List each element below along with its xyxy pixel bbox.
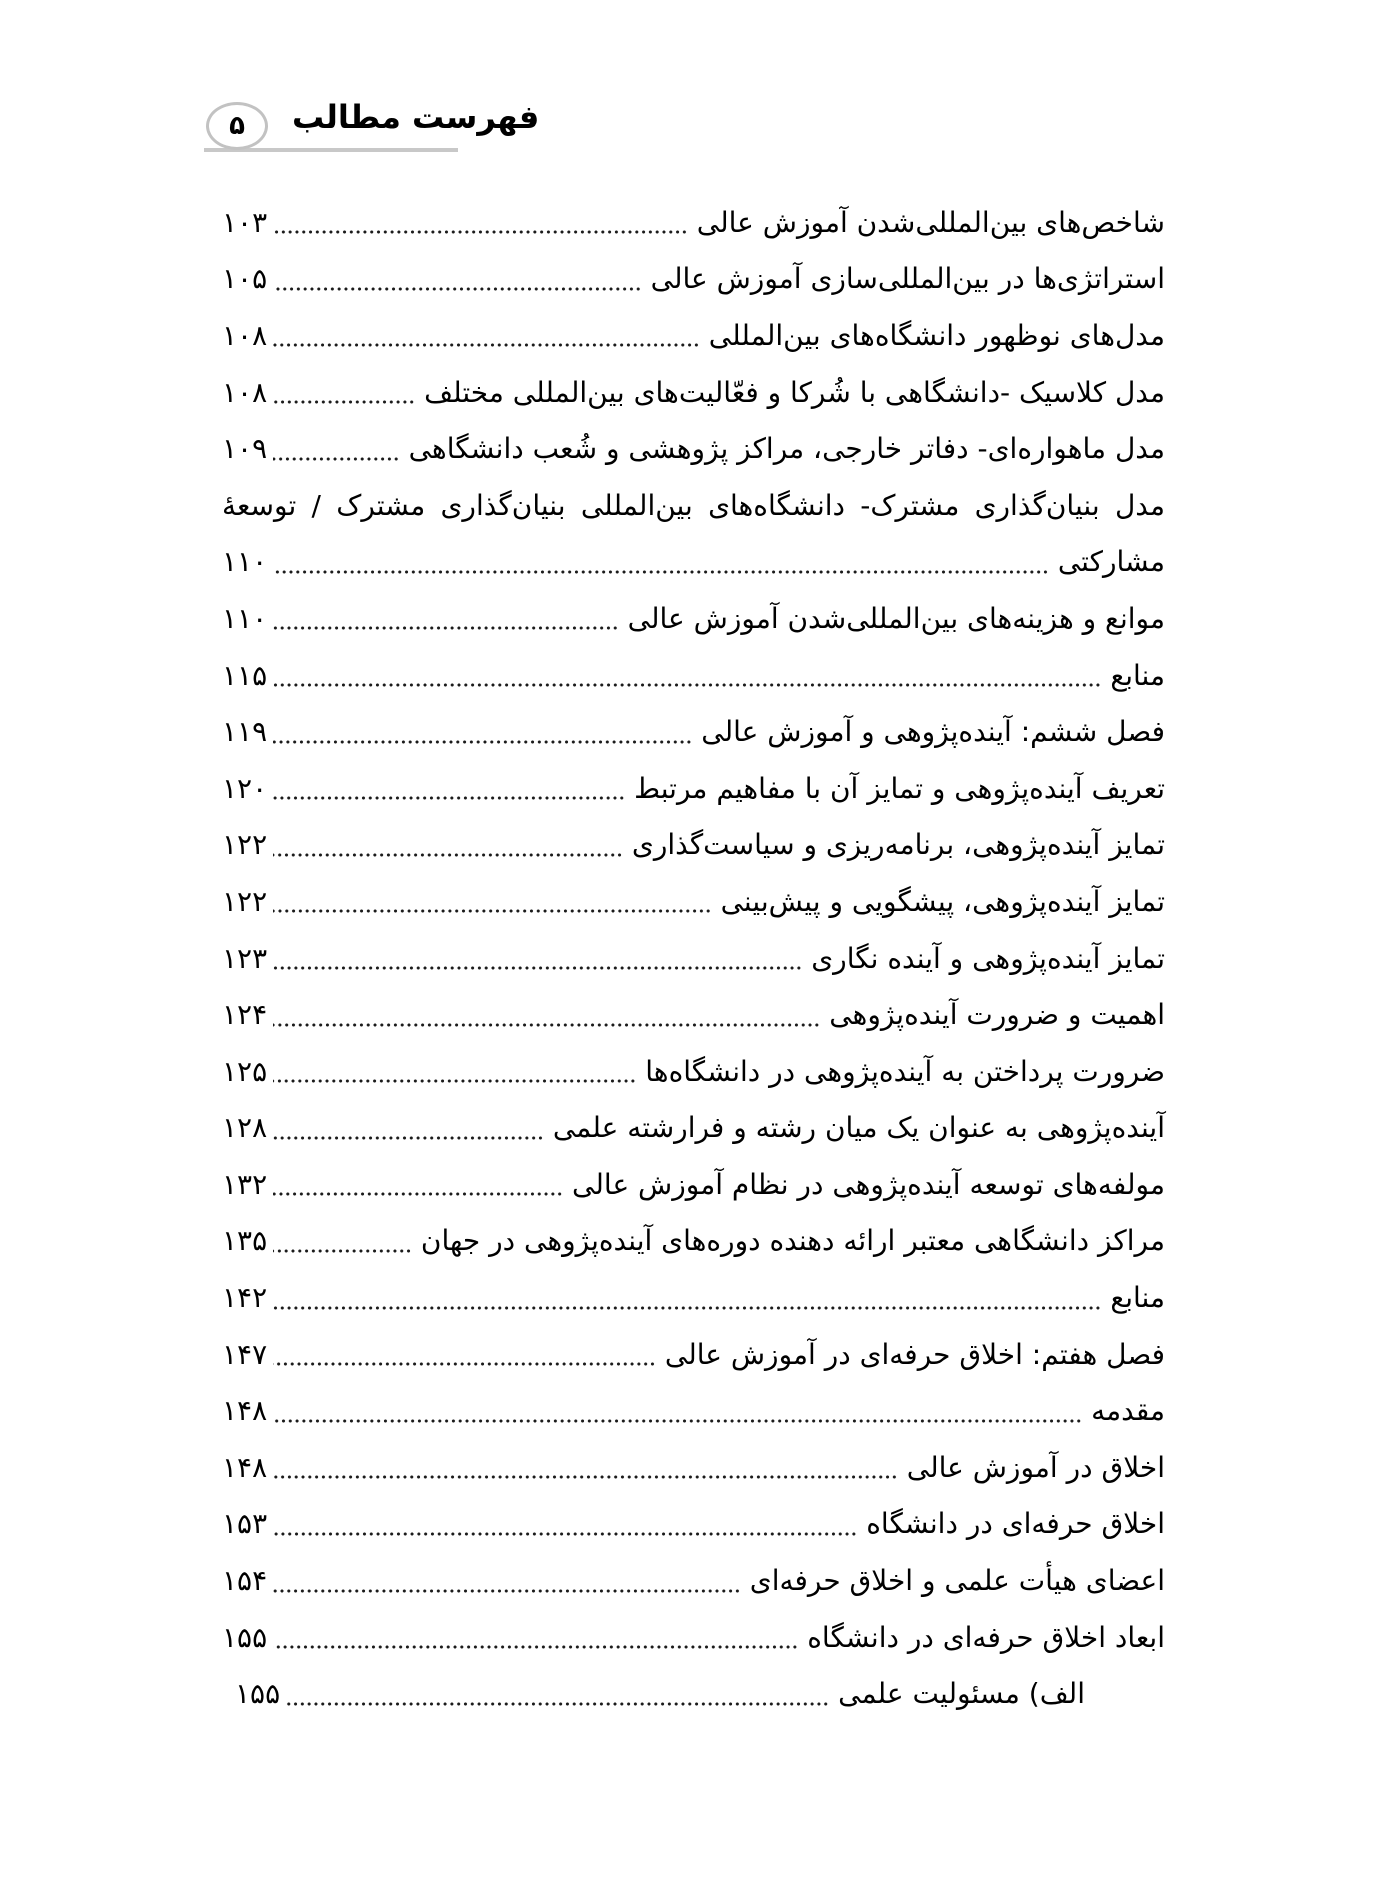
toc-row xyxy=(222,930,1165,987)
toc-row xyxy=(222,986,1165,1043)
toc-entry-title: ابعاد اخلاق حرفه‌ای در دانشگاه xyxy=(807,1620,1165,1654)
toc-entry-title: مولفه‌های توسعه آینده‌پژوهی در نظام آموزش عالی xyxy=(572,1167,1165,1201)
dots-leader xyxy=(273,322,700,348)
dots-leader xyxy=(273,1624,798,1650)
toc-row xyxy=(222,1213,1165,1270)
toc-list xyxy=(222,194,1165,1722)
dots-leader xyxy=(273,379,415,405)
dots-leader xyxy=(273,1398,1082,1424)
dots-leader xyxy=(273,1511,857,1537)
toc-row xyxy=(222,1269,1165,1326)
toc-row xyxy=(222,1552,1165,1609)
toc-entry-page-number: ۱۲۲ xyxy=(222,828,268,862)
toc-entry-page-number: ۱۱۰ xyxy=(222,601,268,635)
toc-entry-page-number: ۱۰۵ xyxy=(222,262,268,296)
toc-row xyxy=(222,1100,1165,1157)
toc-entry-page-number: ۱۴۷ xyxy=(222,1337,268,1371)
dots-leader xyxy=(273,775,625,801)
dots-leader xyxy=(273,1228,412,1254)
toc-row xyxy=(222,873,1165,930)
toc-row xyxy=(222,477,1165,534)
toc-entry-page-number: ۱۱۹ xyxy=(222,715,268,749)
toc-entry-page-number: ۱۰۸ xyxy=(222,318,268,352)
toc-entry-page-number: ۱۰۸ xyxy=(222,375,268,409)
dots-leader xyxy=(273,662,1101,688)
dots-leader xyxy=(273,1285,1101,1311)
toc-entry-title: مدل ماهواره‌ای- دفاتر خارجی، مراکز پژوهشی و شُعب دانشگاهی xyxy=(408,432,1165,466)
toc-row xyxy=(222,1496,1165,1553)
toc-row xyxy=(222,760,1165,817)
toc-entry-title: اهمیت و ضرورت آینده‌پژوهی xyxy=(829,998,1165,1032)
toc-entry-page-number: ۱۲۲ xyxy=(222,884,268,918)
toc-entry-title: فصل هفتم: اخلاق حرفه‌ای در آموزش عالی xyxy=(664,1337,1165,1371)
toc-entry-title: استراتژی‌ها در بین‌المللی‌سازی آموزش عالی xyxy=(650,262,1165,296)
toc-row xyxy=(222,307,1165,364)
dots-leader xyxy=(273,549,1049,575)
toc-entry-title: تمایز آینده‌پژوهی، برنامه‌ریزی و سیاست‌گذاری xyxy=(631,828,1165,862)
toc-entry-page-number: ۱۱۵ xyxy=(222,658,268,692)
toc-entry-page-number: ۱۰۹ xyxy=(222,432,268,466)
dots-leader xyxy=(273,1341,656,1367)
toc-entry-page-number: ۱۳۵ xyxy=(222,1224,268,1258)
toc-entry-page-number: ۱۵۳ xyxy=(222,1507,268,1541)
toc-entry-page-number: ۱۵۵ xyxy=(222,1620,268,1654)
toc-row xyxy=(222,420,1165,477)
toc-entry-title: آینده‌پژوهی به عنوان یک میان رشته و فرارشته علمی xyxy=(552,1111,1165,1145)
toc-entry-title: منابع xyxy=(1110,658,1165,692)
toc-entry-page-number: ۱۲۸ xyxy=(222,1111,268,1145)
dots-leader xyxy=(273,1568,741,1594)
dots-leader xyxy=(273,888,712,914)
toc-entry-title: مقدمه xyxy=(1091,1394,1165,1428)
toc-entry-title: تعریف آینده‌پژوهی و تمایز آن با مفاهیم مرتبط xyxy=(634,771,1165,805)
toc-entry-page-number: ۱۲۵ xyxy=(222,1054,268,1088)
toc-row xyxy=(222,534,1165,591)
toc-entry-title-justified: مدل بنیان‌گذاری مشترک- دانشگاه‌های بین‌المللی بنیان‌گذاری مشترک / توسعهٔ xyxy=(222,488,1165,522)
toc-entry-title: اخلاق در آموزش عالی xyxy=(906,1450,1165,1484)
toc-entry-title: تمایز آینده‌پژوهی و آینده نگاری xyxy=(811,941,1165,975)
toc-row xyxy=(222,1382,1165,1439)
page-number: ۵ xyxy=(229,111,245,141)
toc-entry-title: الف) مسئولیت علمی xyxy=(838,1677,1085,1711)
toc-entry-page-number: ۱۱۰ xyxy=(222,545,268,579)
dots-leader xyxy=(273,719,692,745)
toc-row xyxy=(222,1609,1165,1666)
toc-entry-page-number: ۱۵۵ xyxy=(235,1677,281,1711)
toc-entry-title: موانع و هزینه‌های بین‌المللی‌شدن آموزش عالی xyxy=(627,601,1165,635)
toc-entry-title: فصل ششم: آینده‌پژوهی و آموزش عالی xyxy=(701,715,1165,749)
toc-entry-page-number: ۱۳۲ xyxy=(222,1167,268,1201)
toc-row-chapter xyxy=(222,1326,1165,1383)
toc-entry-title: مراکز دانشگاهی معتبر ارائه دهنده دوره‌های آینده‌پژوهی در جهان xyxy=(420,1224,1165,1258)
page-title: فهرست مطالب xyxy=(292,98,540,136)
toc-row xyxy=(222,1439,1165,1496)
toc-entry-page-number: ۱۰۳ xyxy=(222,205,268,239)
toc-entry-page-number: ۱۴۸ xyxy=(222,1394,268,1428)
toc-row xyxy=(222,1043,1165,1100)
dots-leader xyxy=(273,832,623,858)
toc-row xyxy=(222,194,1165,251)
toc-row xyxy=(222,590,1165,647)
toc-entry-title: منابع xyxy=(1110,1281,1165,1315)
toc-row xyxy=(222,647,1165,704)
dots-leader xyxy=(273,1058,636,1084)
toc-row xyxy=(222,251,1165,308)
dots-leader xyxy=(273,605,619,631)
toc-entry-title: ضرورت پرداختن به آینده‌پژوهی در دانشگاه‌ها xyxy=(645,1054,1165,1088)
toc-entry-page-number: ۱۴۸ xyxy=(222,1450,268,1484)
dots-leader xyxy=(273,436,400,462)
toc-entry-page-number: ۱۴۲ xyxy=(222,1281,268,1315)
toc-entry-page-number: ۱۲۳ xyxy=(222,941,268,975)
toc-entry-title: اخلاق حرفه‌ای در دانشگاه xyxy=(866,1507,1165,1541)
dots-leader xyxy=(286,1681,829,1707)
toc-entry-page-number: ۱۵۴ xyxy=(222,1564,268,1598)
dots-leader xyxy=(273,266,642,292)
toc-row xyxy=(222,817,1165,874)
toc-entry-title: مدل کلاسیک -دانشگاهی با شُرکا و فعّالیت‌های بین‌المللی مختلف xyxy=(424,375,1165,409)
toc-row xyxy=(222,364,1165,421)
toc-entry-title: مدل‌های نوظهور دانشگاه‌های بین‌المللی xyxy=(708,318,1165,352)
toc-entry-title: تمایز آینده‌پژوهی، پیشگویی و پیش‌بینی xyxy=(720,884,1165,918)
toc-entry-page-number: ۱۲۰ xyxy=(222,771,268,805)
toc-row xyxy=(222,1665,1165,1722)
dots-leader xyxy=(273,1115,544,1141)
toc-row-chapter xyxy=(222,703,1165,760)
dots-leader xyxy=(273,1454,898,1480)
toc-entry-title: شاخص‌های بین‌المللی‌شدن آموزش عالی xyxy=(696,205,1165,239)
dots-leader xyxy=(273,945,802,971)
toc-entry-title: مشارکتی xyxy=(1057,545,1165,579)
dots-leader xyxy=(273,1171,563,1197)
dots-leader xyxy=(273,209,688,235)
page-number-badge xyxy=(206,102,268,150)
toc-row xyxy=(222,1156,1165,1213)
toc-entry-title: اعضای هیأت علمی و اخلاق حرفه‌ای xyxy=(749,1564,1165,1598)
dots-leader xyxy=(273,1002,820,1028)
toc-entry-page-number: ۱۲۴ xyxy=(222,998,268,1032)
